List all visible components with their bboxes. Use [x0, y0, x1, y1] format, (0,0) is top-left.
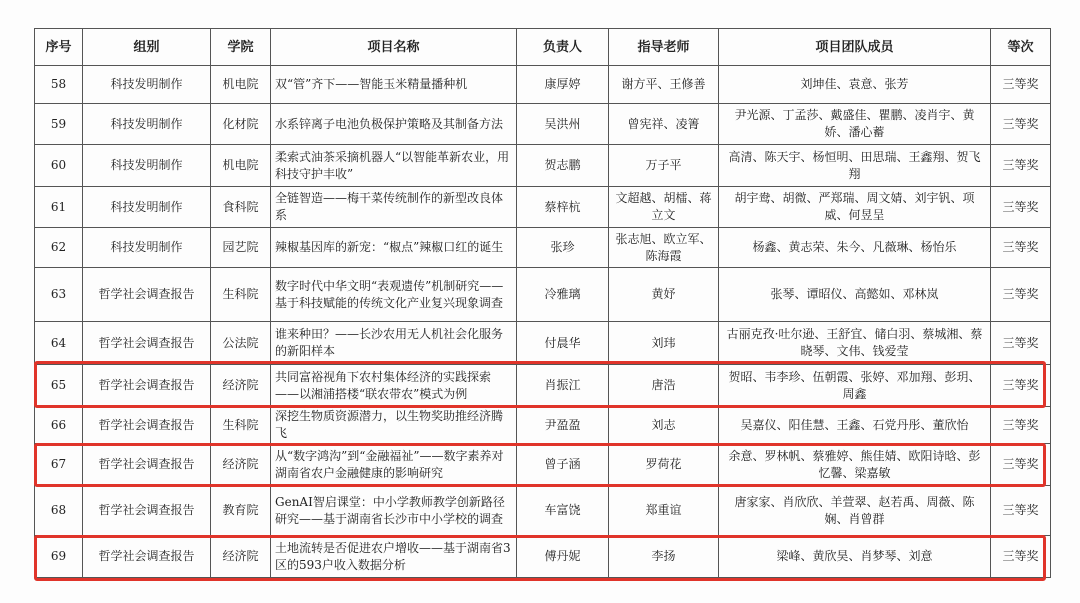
cell-no: 59: [35, 104, 83, 145]
cell-group: 哲学社会调查报告: [83, 407, 211, 444]
cell-project: 深挖生物质资源潜力，以生物奖助推经济腾飞: [271, 407, 517, 444]
cell-no: 61: [35, 187, 83, 228]
cell-no: 62: [35, 228, 83, 268]
cell-group: 哲学社会调查报告: [83, 322, 211, 365]
cell-no: 69: [35, 536, 83, 578]
cell-leader: 蔡梓杭: [517, 187, 609, 228]
cell-award: 三等奖: [991, 322, 1051, 365]
table-row: [35, 365, 1051, 407]
cell-college: 食科院: [211, 187, 271, 228]
cell-leader: 贺志鹏: [517, 145, 609, 187]
cell-members: 高清、陈天宇、杨恒明、田思瑞、王鑫翔、贺飞翔: [719, 145, 991, 187]
cell-no: 64: [35, 322, 83, 365]
cell-college: 机电院: [211, 145, 271, 187]
cell-college: 经济院: [211, 444, 271, 486]
cell-project: 从“数字鸿沟”到“金融福祉”——数字素养对湖南省农户金融健康的影响研究: [271, 444, 517, 486]
cell-members: 贺昭、韦李珍、伍朝霞、张婷、邓加翔、彭玥、周鑫: [719, 365, 991, 407]
cell-award: 三等奖: [991, 228, 1051, 268]
header-group: 组别: [83, 29, 211, 66]
cell-advisor: 李扬: [609, 536, 719, 578]
cell-group: 哲学社会调查报告: [83, 486, 211, 536]
cell-project: 谁来种田？——长沙农用无人机社会化服务的新阳样本: [271, 322, 517, 365]
cell-project: 全链智造——梅干菜传统制作的新型改良体系: [271, 187, 517, 228]
cell-leader: 车富饶: [517, 486, 609, 536]
cell-leader: 付晨华: [517, 322, 609, 365]
cell-no: 66: [35, 407, 83, 444]
cell-no: 67: [35, 444, 83, 486]
cell-group: 哲学社会调查报告: [83, 536, 211, 578]
cell-advisor: 刘玮: [609, 322, 719, 365]
cell-no: 65: [35, 365, 83, 407]
cell-college: 生科院: [211, 407, 271, 444]
cell-leader: 冷雅璃: [517, 268, 609, 322]
table-row: [35, 268, 1051, 322]
cell-award: 三等奖: [991, 187, 1051, 228]
cell-college: 机电院: [211, 66, 271, 104]
cell-award: 三等奖: [991, 268, 1051, 322]
cell-advisor: 唐浩: [609, 365, 719, 407]
cell-leader: 曾子涵: [517, 444, 609, 486]
table-row: [35, 145, 1051, 187]
cell-members: 张琴、谭昭仪、高懿如、邓林岚: [719, 268, 991, 322]
cell-members: 唐家家、肖欣欣、羊萱翠、赵若禹、周薇、陈娴、肖曾群: [719, 486, 991, 536]
cell-advisor: 文超越、胡檑、蒋立文: [609, 187, 719, 228]
cell-leader: 尹盈盈: [517, 407, 609, 444]
cell-project: 数字时代中华文明“表观遗传”机制研究——基于科技赋能的传统文化产业复兴现象调查: [271, 268, 517, 322]
cell-no: 68: [35, 486, 83, 536]
cell-award: 三等奖: [991, 536, 1051, 578]
header-award: 等次: [991, 29, 1051, 66]
cell-members: 梁峰、黄欣昊、肖梦琴、刘意: [719, 536, 991, 578]
table-row: [35, 407, 1051, 444]
table-row: [35, 187, 1051, 228]
cell-award: 三等奖: [991, 104, 1051, 145]
cell-advisor: 罗荷花: [609, 444, 719, 486]
cell-group: 科技发明制作: [83, 187, 211, 228]
cell-project: 共同富裕视角下农村集体经济的实践探索——以湘浦搭楼“联农带农”模式为例: [271, 365, 517, 407]
cell-advisor: 张志旭、欧立军、陈海霞: [609, 228, 719, 268]
table-row: [35, 322, 1051, 365]
cell-project: 土地流转是否促进农户增收——基于湖南省3区的593户收入数据分析: [271, 536, 517, 578]
header-leader: 负责人: [517, 29, 609, 66]
cell-college: 园艺院: [211, 228, 271, 268]
cell-advisor: 郑重谊: [609, 486, 719, 536]
cell-group: 科技发明制作: [83, 66, 211, 104]
cell-college: 公法院: [211, 322, 271, 365]
awards-table: [34, 28, 1051, 578]
cell-no: 63: [35, 268, 83, 322]
cell-project: 辣椒基因库的新宠：“椒点”辣椒口红的诞生: [271, 228, 517, 268]
cell-advisor: 刘志: [609, 407, 719, 444]
header-project: 项目名称: [271, 29, 517, 66]
cell-members: 余意、罗林帆、蔡雅婷、熊佳婧、欧阳诗晗、彭忆馨、梁嘉敏: [719, 444, 991, 486]
cell-members: 古丽克孜·吐尔逊、王舒宜、储白羽、蔡城湘、蔡晓琴、文伟、钱爱莹: [719, 322, 991, 365]
table-row: [35, 66, 1051, 104]
cell-award: 三等奖: [991, 145, 1051, 187]
table-row: [35, 444, 1051, 486]
cell-no: 60: [35, 145, 83, 187]
cell-advisor: 曾宪祥、凌箐: [609, 104, 719, 145]
cell-group: 科技发明制作: [83, 104, 211, 145]
cell-members: 刘坤佳、袁意、张芳: [719, 66, 991, 104]
cell-advisor: 黄妤: [609, 268, 719, 322]
cell-award: 三等奖: [991, 66, 1051, 104]
cell-members: 吴嘉仪、阳佳慧、王鑫、石党丹彤、董欣怡: [719, 407, 991, 444]
cell-college: 生科院: [211, 268, 271, 322]
cell-group: 科技发明制作: [83, 145, 211, 187]
cell-award: 三等奖: [991, 486, 1051, 536]
cell-leader: 康厚婷: [517, 66, 609, 104]
header-members: 项目团队成员: [719, 29, 991, 66]
cell-group: 科技发明制作: [83, 228, 211, 268]
table-row: [35, 104, 1051, 145]
header-row: [35, 29, 1051, 66]
cell-leader: 张珍: [517, 228, 609, 268]
cell-project: 双“管”齐下——智能玉米精量播种机: [271, 66, 517, 104]
cell-award: 三等奖: [991, 365, 1051, 407]
header-advisor: 指导老师: [609, 29, 719, 66]
cell-advisor: 谢方平、王修善: [609, 66, 719, 104]
cell-leader: 肖振江: [517, 365, 609, 407]
cell-members: 杨鑫、黄志荣、朱今、凡薇琳、杨怡乐: [719, 228, 991, 268]
cell-project: 水系锌离子电池负极保护策略及其制备方法: [271, 104, 517, 145]
cell-advisor: 万子平: [609, 145, 719, 187]
cell-college: 化材院: [211, 104, 271, 145]
cell-group: 哲学社会调查报告: [83, 268, 211, 322]
cell-leader: 吴洪州: [517, 104, 609, 145]
cell-project: GenAI智启课堂：中小学教师教学创新路径研究——基于湖南省长沙市中小学校的调查: [271, 486, 517, 536]
cell-members: 尹光源、丁孟莎、戴盛佳、瞿鹏、凌肖宇、黄娇、潘心蓄: [719, 104, 991, 145]
cell-no: 58: [35, 66, 83, 104]
cell-group: 哲学社会调查报告: [83, 444, 211, 486]
cell-college: 经济院: [211, 536, 271, 578]
header-college: 学院: [211, 29, 271, 66]
cell-college: 经济院: [211, 365, 271, 407]
cell-leader: 傅丹妮: [517, 536, 609, 578]
cell-award: 三等奖: [991, 444, 1051, 486]
table-row: [35, 486, 1051, 536]
table-row: [35, 536, 1051, 578]
cell-award: 三等奖: [991, 407, 1051, 444]
cell-project: 柔索式油茶采摘机器人“以智能革新农业，用科技守护丰收”: [271, 145, 517, 187]
table-row: [35, 228, 1051, 268]
cell-college: 教育院: [211, 486, 271, 536]
header-no: 序号: [35, 29, 83, 66]
cell-members: 胡宇鸯、胡微、严郑瑞、周文婧、刘宇钒、项威、何昱呈: [719, 187, 991, 228]
cell-group: 哲学社会调查报告: [83, 365, 211, 407]
